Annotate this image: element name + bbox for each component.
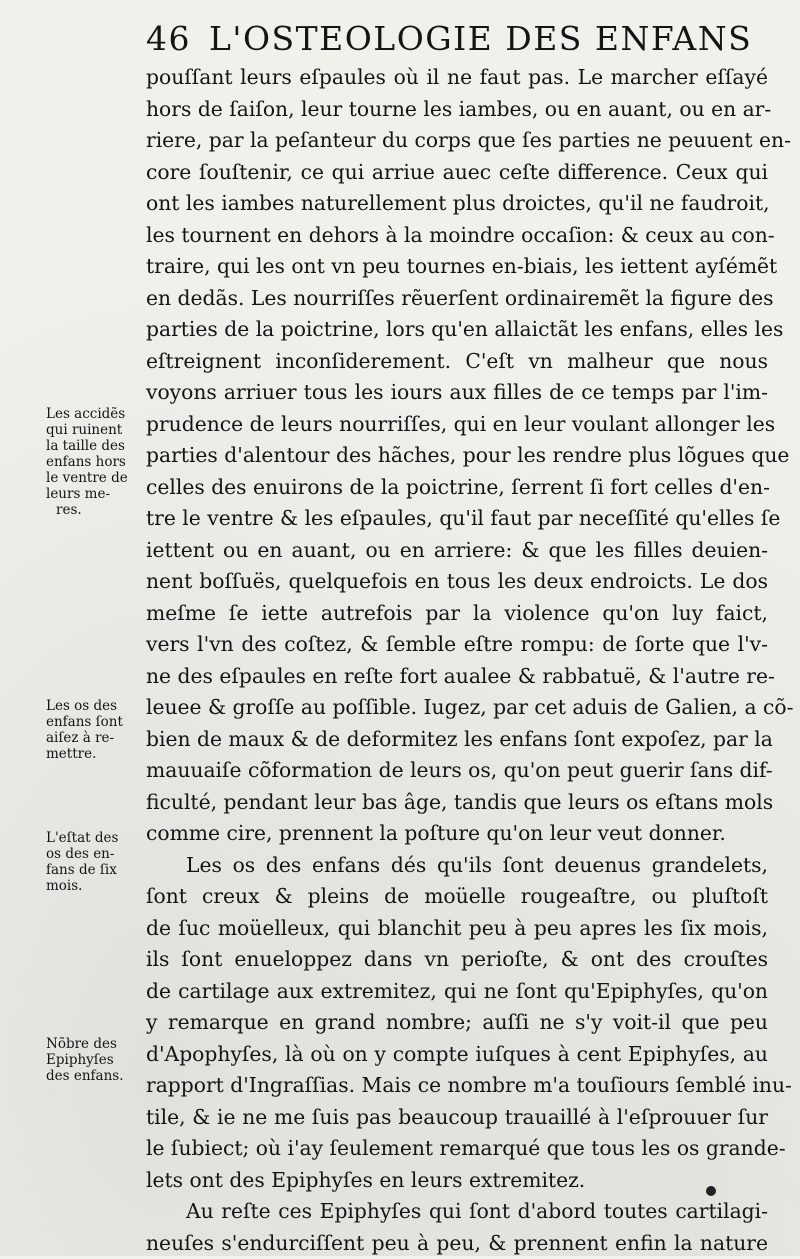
text-line: ont les iambes naturellement plus droictes, qu'il ne faudroit, <box>146 188 768 220</box>
ink-dot <box>706 1186 716 1196</box>
text-line: lets ont des Epiphyſes en leurs extremitez. <box>146 1165 768 1197</box>
text-line: mauuaiſe cõformation de leurs os, qu'on peut guerir ſans dif- <box>146 755 768 787</box>
margin-note-line: leurs me- <box>46 486 142 502</box>
text-line: traire, qui les ont vn peu tournes en-biais, les iettent ayſémẽt <box>146 251 768 283</box>
text-line: rapport d'Ingraſſias. Mais ce nombre m'a touſiours ſemblé inu- <box>146 1070 768 1102</box>
text-line: riere, par la peſanteur du corps que ſes parties ne peuuent en- <box>146 125 768 157</box>
text-line: parties de la poictrine, lors qu'en allaictãt les enfans, elles les <box>146 314 768 346</box>
text-line: nent boſſuës, quelquefois en tous les deux endroicts. Le dos <box>146 566 768 598</box>
text-line: ſont creux & pleins de moüelle rougeaſtre, ou pluſtoſt <box>146 881 768 913</box>
text-line: prudence de leurs nourriſſes, qui en leur voulant allonger les <box>146 409 768 441</box>
text-line: vers l'vn des coſtez, & ſemble eſtre rompu: de ſorte que l'v- <box>146 629 768 661</box>
text-line: ficulté, pendant leur bas âge, tandis que leurs os eſtans mols <box>146 787 768 819</box>
text-line: ne des eſpaules en reſte fort aualee & rabbatuë, & l'autre re- <box>146 661 768 693</box>
text-line: d'Apophyſes, là où on y compte iuſques à cent Epiphyſes, au <box>146 1039 768 1071</box>
text-line: tile, & ie ne me ſuis pas beaucoup trauaillé à l'eſprouuer ſur <box>146 1102 768 1134</box>
margin-note-bones-reset <box>46 698 142 762</box>
margin-note-line: Les os des <box>46 698 142 714</box>
margin-note-line: mettre. <box>46 746 142 762</box>
margin-note-line: des enfans. <box>46 1068 142 1084</box>
page-number: 46 <box>146 19 191 58</box>
text-line: ils ſont enueloppez dans vn perioſte, & ont des crouſtes <box>146 944 768 976</box>
paragraph-start-line: Les os des enfans dés qu'ils ſont deuenus grandelets, <box>146 850 768 882</box>
margin-note-line: mois. <box>46 878 142 894</box>
text-line: core ſouſtenir, ce qui arriue auec ceſte difference. Ceux qui <box>146 157 768 189</box>
text-line: le ſubiect; où i'ay ſeulement remarqué que tous les os grande- <box>146 1133 768 1165</box>
margin-note-line: aiſez à re- <box>46 730 142 746</box>
margin-note-line: fans de ſix <box>46 862 142 878</box>
margin-note-six-months <box>46 830 142 894</box>
margin-note-line: la taille des <box>46 438 142 454</box>
text-line: voyons arriuer tous les iours aux filles de ce temps par l'im- <box>146 377 768 409</box>
text-line: neuſes s'endurciſſent peu à peu, & prennent enfin la nature <box>146 1228 768 1259</box>
paragraph-start-line: Au reſte ces Epiphyſes qui ſont d'abord toutes cartilagi- <box>146 1196 768 1228</box>
margin-note-line: L'eſtat des <box>46 830 142 846</box>
running-head <box>146 14 786 64</box>
margin-note-line: qui ruinent <box>46 422 142 438</box>
text-line: tre le ventre & les eſpaules, qu'il faut par neceſſité qu'elles ſe <box>146 503 768 535</box>
text-line: iettent ou en auant, ou en arriere: & que les filles deuien- <box>146 535 768 567</box>
running-title: L'OSTEOLOGIE DES ENFANS <box>209 19 752 58</box>
margin-note-line: Nõbre des <box>46 1036 142 1052</box>
text-line: y remarque en grand nombre; auſſi ne s'y voit-il que peu <box>146 1007 768 1039</box>
margin-note-line: le ventre de <box>46 470 142 486</box>
margin-note-line: res. <box>46 502 142 518</box>
text-line: meſme ſe iette autrefois par la violence qu'on luy faict, <box>146 598 768 630</box>
text-line: de cartilage aux extremitez, qui ne ſont qu'Epiphyſes, qu'on <box>146 976 768 1008</box>
text-line: pouſſant leurs eſpaules où il ne faut pas. Le marcher eſſayé <box>146 62 768 94</box>
text-line: celles des enuirons de la poictrine, ſerrent ſi fort celles d'en- <box>146 472 768 504</box>
text-line: en dedãs. Les nourriſſes rẽuerſent ordinairemẽt la figure des <box>146 283 768 315</box>
text-line: leuee & groſſe au poſſible. Iugez, par cet aduis de Galien, a cõ- <box>146 692 768 724</box>
margin-note-line: os des en- <box>46 846 142 862</box>
margin-note-line: enfans ſont <box>46 714 142 730</box>
text-line: comme cire, prennent la poſture qu'on leur veut donner. <box>146 818 768 850</box>
margin-note-epiphyses-count <box>46 1036 142 1084</box>
text-line: de ſuc moüelleux, qui blanchit peu à peu apres les ſix mois, <box>146 913 768 945</box>
text-line: parties d'alentour des hãches, pour les rendre plus lõgues que <box>146 440 768 472</box>
main-text <box>146 62 768 1259</box>
margin-note-line: Epiphyſes <box>46 1052 142 1068</box>
margin-note-line: enfans hors <box>46 454 142 470</box>
margin-note-line: Les accidẽs <box>46 406 142 422</box>
text-line: eſtreignent inconſiderement. C'eſt vn malheur que nous <box>146 346 768 378</box>
text-line: les tournent en dehors à la moindre occaſion: & ceux au con- <box>146 220 768 252</box>
margin-note-accidents <box>46 406 142 518</box>
text-line: bien de maux & de deformitez les enfans ſont expoſez, par la <box>146 724 768 756</box>
text-line: hors de ſaiſon, leur tourne les iambes, ou en auant, ou en ar- <box>146 94 768 126</box>
